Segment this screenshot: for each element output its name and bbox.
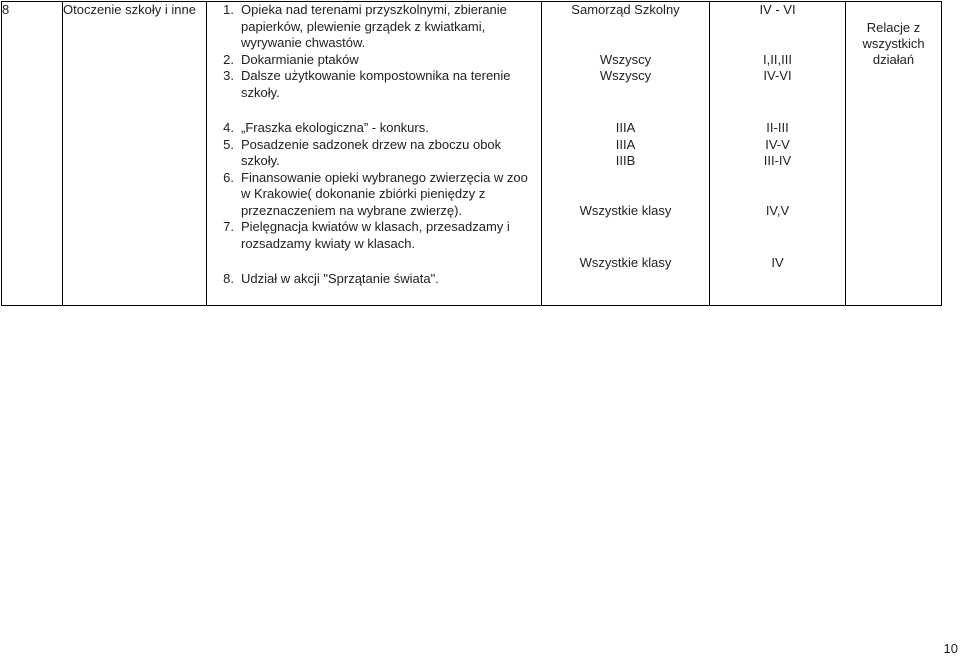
spacer [542,219,709,236]
responsible-entry [542,35,709,52]
relations-text: Relacje z wszystkich działań [862,20,925,67]
spacer [542,85,709,102]
area-label: Otoczenie szkoły i inne [63,2,196,17]
classes-entry: I,II,III [763,51,792,67]
task-number: 5. [223,136,234,152]
classes-entry: IV [771,254,784,270]
responsible-entry: Wszyscy [599,51,652,67]
classes-cell [710,2,846,306]
classes-entry: IV-V [765,136,790,152]
task-number: 1. [223,2,234,17]
classes-entry: IV-VI [763,68,792,83]
plan-table [1,1,942,306]
group-spacer [710,101,845,120]
task-text: Opieka nad terenami przyszkolnymi, zbieranie papierków, plewienie grządek z kwiatkami, wyrywanie chwastów. [241,2,507,50]
area-cell [63,2,207,306]
task-group [207,2,541,101]
classes-entry: IV,V [765,202,790,218]
task-item [207,68,541,101]
task-number: 7. [223,219,234,234]
classes-entry: III-IV [763,153,792,168]
task-text: Dalsze użytkowanie kompostownika na terenie szkoły. [241,68,511,100]
responsible-entry: Wszystkie klasy [579,254,672,270]
group-spacer [207,101,541,120]
task-text: Pielęgnacja kwiatów w klasach, przesadzamy i rozsadzamy kwiaty w klasach. [241,219,510,251]
responsible-entry: IIIB [615,153,636,168]
row-number: 8 [2,2,10,17]
task-number: 3. [223,68,234,83]
responsible-entry [542,186,709,203]
classes-entry [710,186,845,203]
tasks-cell [207,2,542,306]
classes-entry [710,35,845,52]
task-number: 2. [223,51,234,67]
task-number: 8. [223,271,234,286]
responsible-entry: Wszyscy [599,68,652,83]
spacer [710,219,845,236]
classes-entry: II-III [766,120,789,135]
task-number: 6. [223,169,234,185]
group-spacer [542,101,709,120]
classes-entry: IV - VI [759,2,796,17]
page-number: 10 [943,641,958,656]
task-item [207,137,541,170]
responsible-entry [542,170,709,187]
task-group [207,120,541,252]
task-item [207,52,541,69]
task-group [207,271,541,288]
spacer [710,85,845,102]
task-item [207,219,541,252]
task-text: Finansowanie opieki wybranego zwierzęcia w zoo w Krakowie( dokonanie zbiórki pieniędzy z przeznaczeniem na wybrane zwierzę). [241,169,528,218]
task-item [207,170,541,220]
group-spacer [207,288,541,305]
relations-cell [846,2,942,306]
task-item [207,120,541,137]
task-item [207,2,541,52]
group-spacer [542,236,709,255]
row-number-cell [2,2,63,306]
responsible-entry [542,19,709,36]
responsible-entry: IIIA [615,120,636,135]
responsible-entry: Wszystkie klasy [579,202,672,218]
responsible-entry: Samorząd Szkolny [571,2,680,17]
task-text: „Fraszka ekologiczna” - konkurs. [241,120,429,135]
classes-entry [710,19,845,36]
classes-entry [710,170,845,187]
responsible-entry: IIIA [615,136,636,152]
task-number: 4. [223,120,234,135]
group-spacer [207,252,541,271]
task-item [207,271,541,288]
task-text: Dokarmianie ptaków [241,51,359,67]
table-row [2,2,942,306]
responsible-cell [542,2,710,306]
task-text: Posadzenie sadzonek drzew na zboczu obok szkoły. [241,136,502,168]
group-spacer [710,236,845,255]
task-text: Udział w akcji "Sprzątanie świata". [241,271,439,286]
